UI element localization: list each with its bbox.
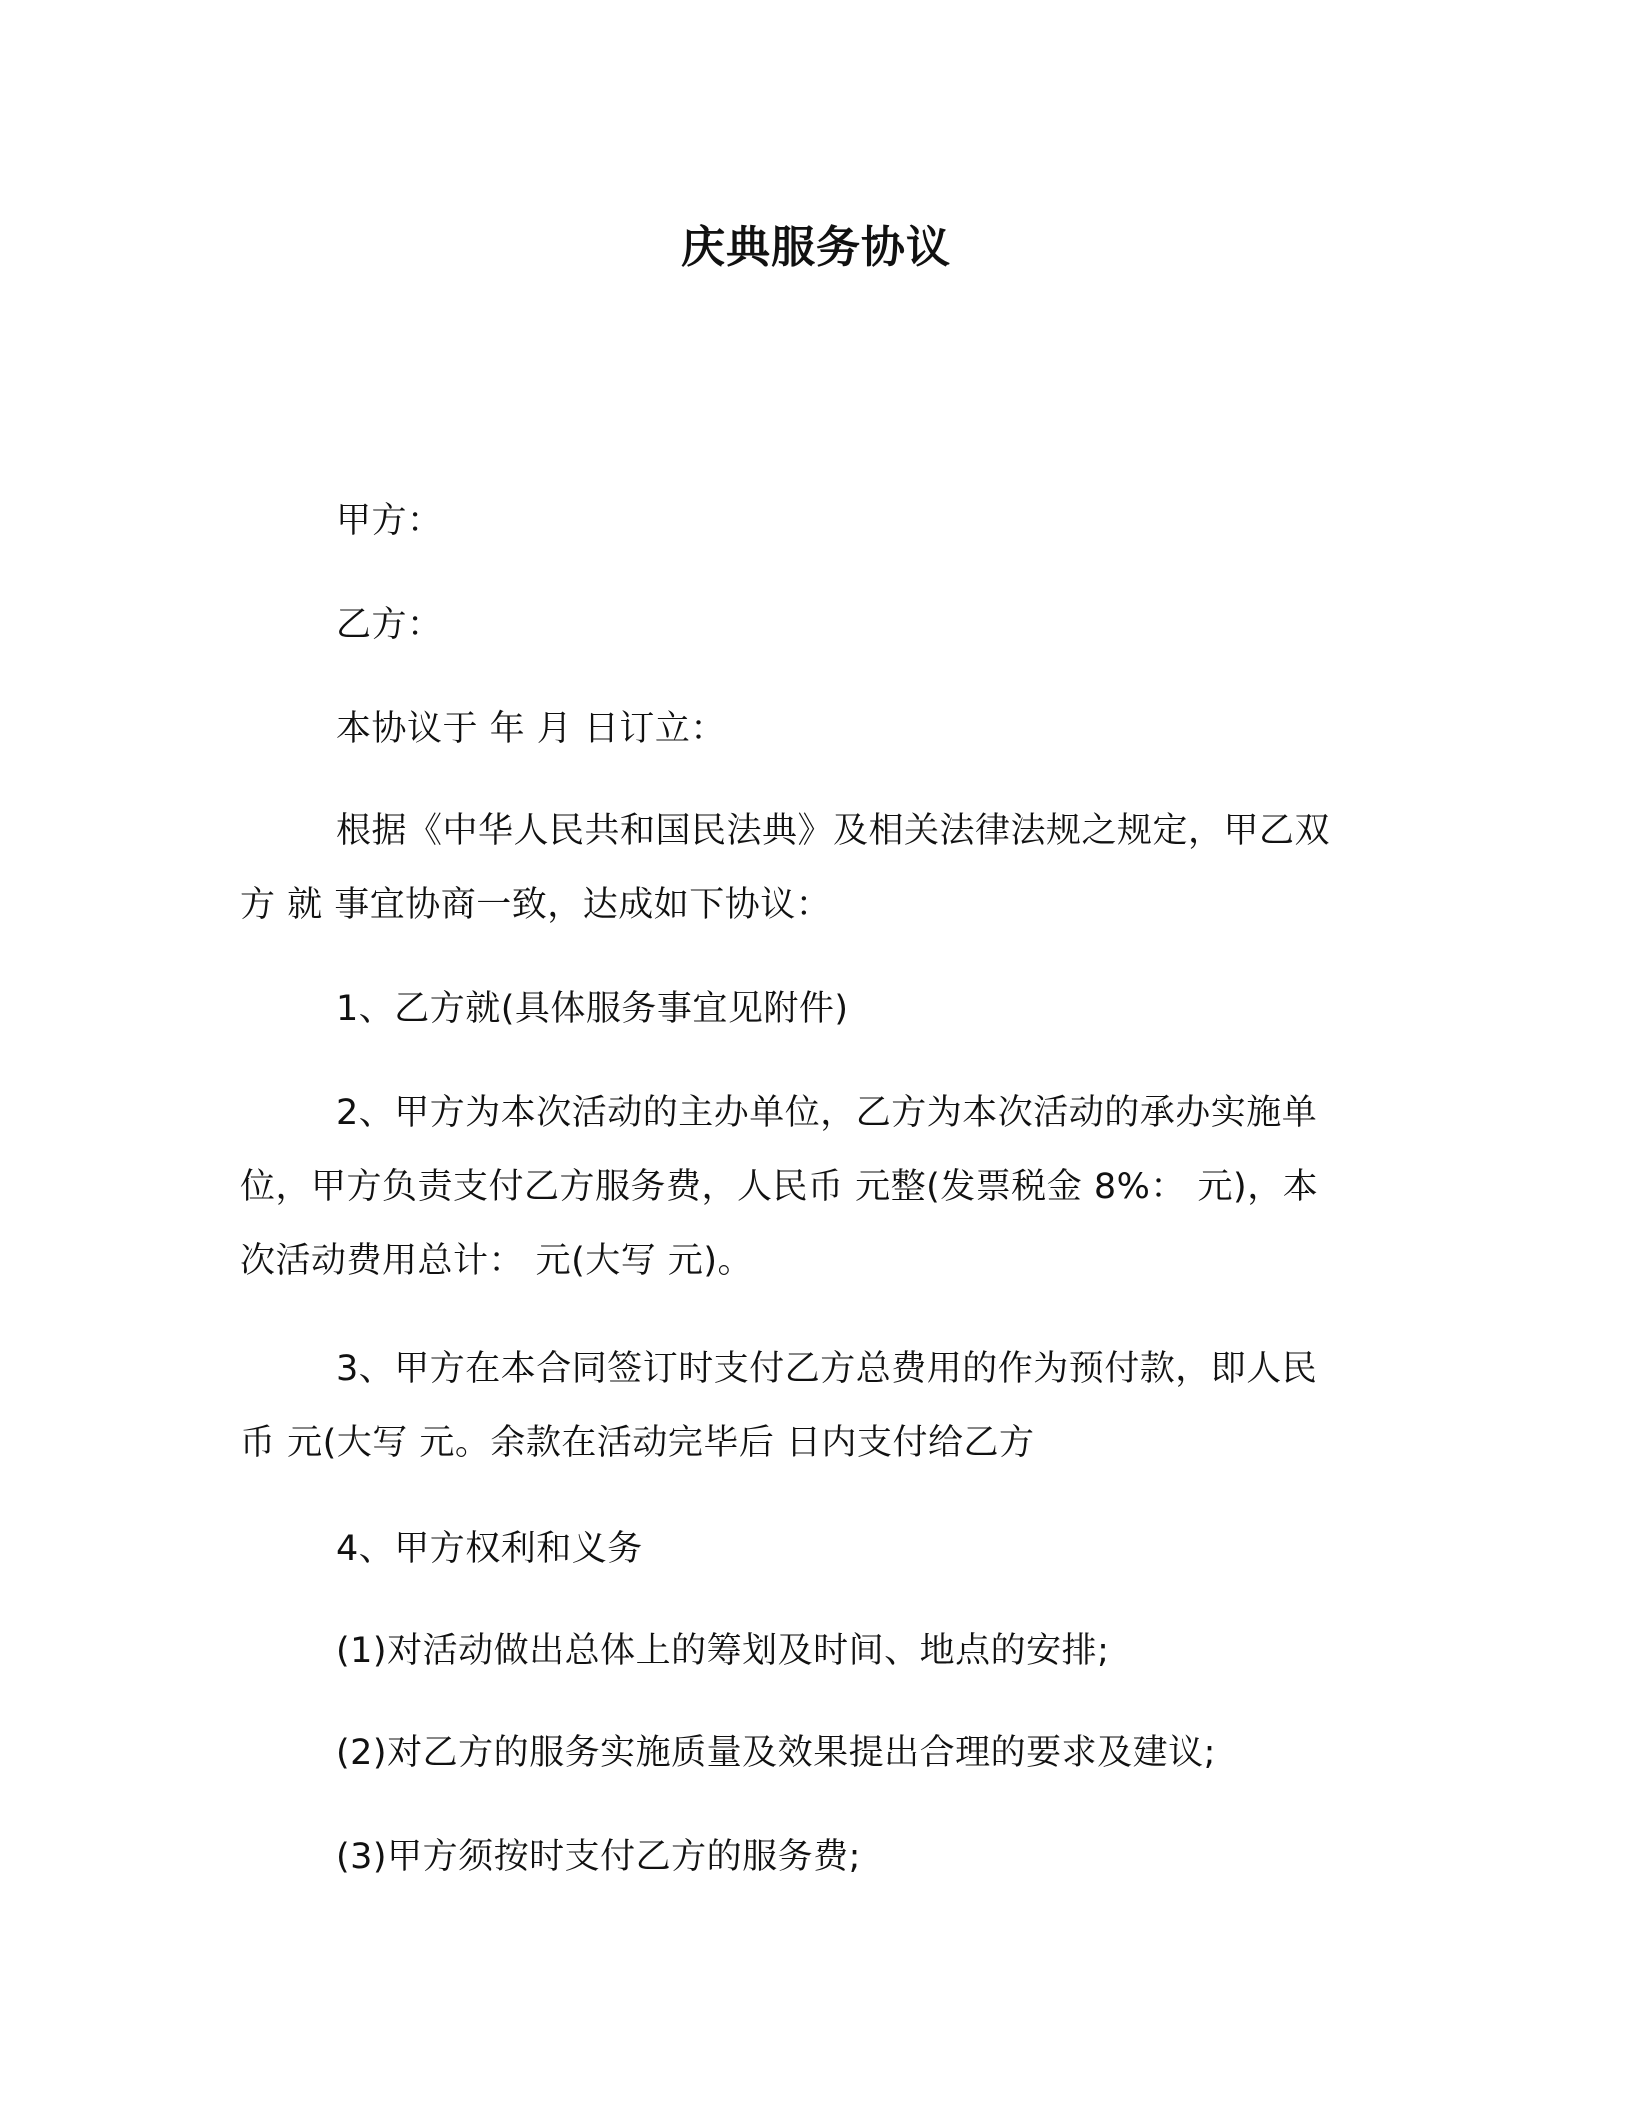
clause-3 <box>240 1332 1370 1480</box>
clause-2 <box>240 1076 1370 1298</box>
clause-4-item-2 <box>240 1716 1370 1790</box>
clause-2-line-1: 2、甲方为本次活动的主办单位，乙方为本次活动的承办实施单 <box>336 1093 1318 1133</box>
clause-4-item-3-text: (3)甲方须按时支付乙方的服务费; <box>336 1837 861 1877</box>
clause-3-line-1: 3、甲方在本合同签订时支付乙方总费用的作为预付款，即人民 <box>336 1349 1318 1389</box>
party-b-line <box>240 588 1370 662</box>
document-title: 庆典服务协议 <box>681 222 951 273</box>
clause-1-text: 1、乙方就(具体服务事宜见附件) <box>336 989 849 1029</box>
clause-4-text: 4、甲方权利和义务 <box>336 1529 643 1569</box>
clause-4-item-2-text: (2)对乙方的服务实施质量及效果提出合理的要求及建议; <box>336 1733 1216 1773</box>
preamble-line-1: 根据《中华人民共和国民法典》及相关法律法规之规定，甲乙双 <box>336 811 1331 851</box>
clause-4-item-1-text: (1)对活动做出总体上的筹划及时间、地点的安排; <box>336 1631 1110 1671</box>
clause-4-item-3 <box>240 1820 1370 1894</box>
party-a-line <box>240 484 1370 558</box>
clause-2-line-2: 位，甲方负责支付乙方服务费，人民币 元整(发票税金 8%： 元)，本 <box>240 1167 1319 1207</box>
clause-1 <box>240 972 1370 1046</box>
signed-date-text: 本协议于 年 月 日订立： <box>336 709 726 749</box>
clause-3-line-2: 币 元(大写 元。余款在活动完毕后 日内支付给乙方 <box>240 1423 1035 1463</box>
clause-2-line-3: 次活动费用总计： 元(大写 元)。 <box>240 1241 754 1281</box>
preamble-line-2: 方 就 事宜协商一致，达成如下协议： <box>240 885 832 925</box>
clause-4-item-1 <box>240 1614 1370 1688</box>
signed-date-line <box>240 692 1370 766</box>
party-b-text: 乙方： <box>336 605 443 645</box>
preamble-paragraph <box>240 794 1370 942</box>
clause-4 <box>240 1512 1370 1586</box>
party-a-text: 甲方： <box>336 501 443 541</box>
